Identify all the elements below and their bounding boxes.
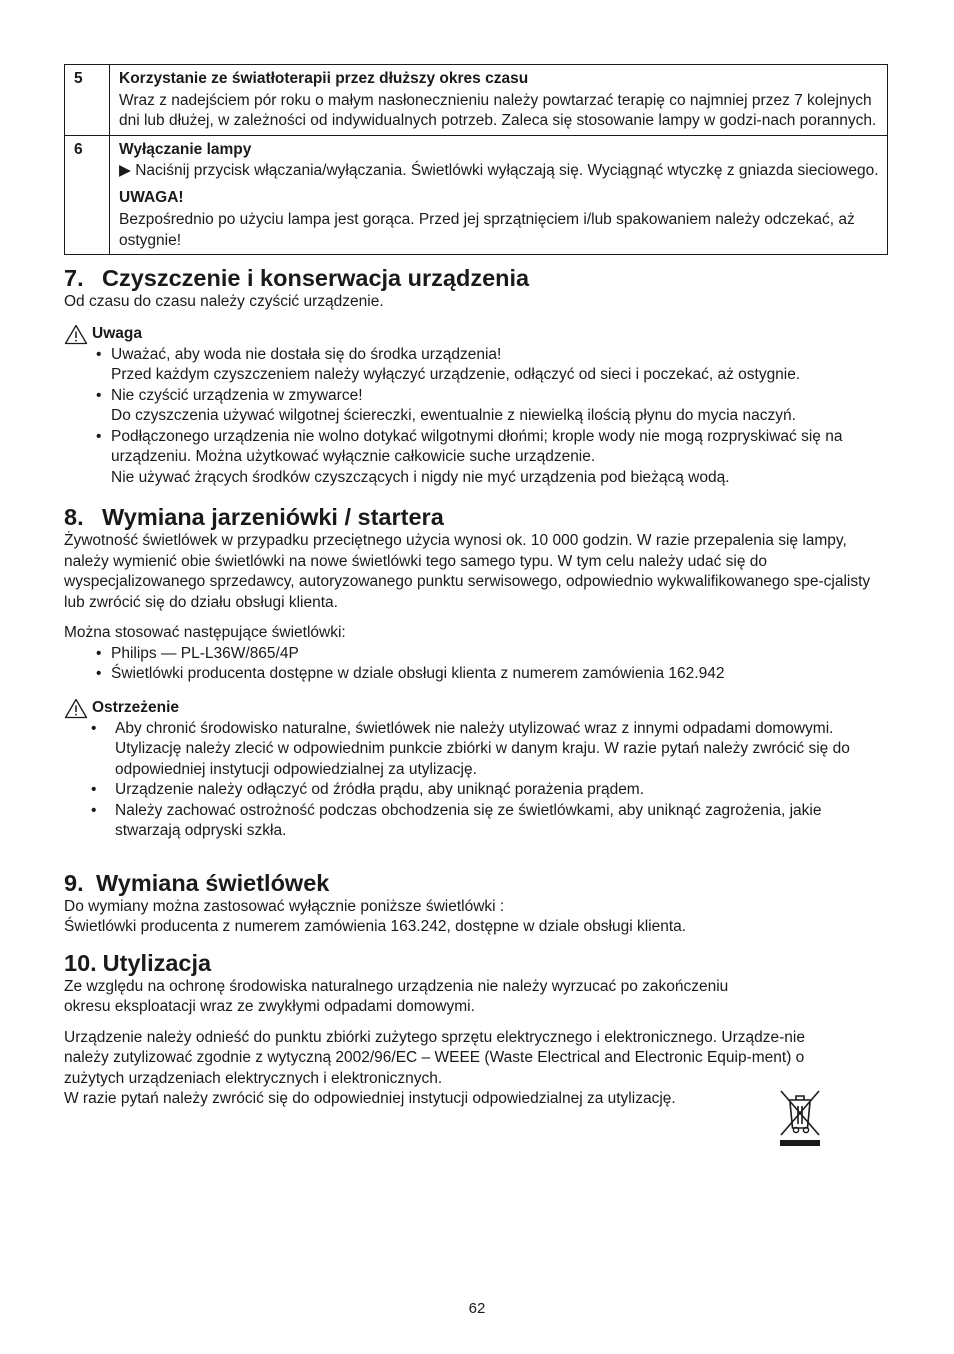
section-10-paragraph-2: Urządzenie należy odnieść do punktu zbiórki zużytego sprzętu elektrycznego i elektronicznego. Urządze-nie należy zutylizować zgodnie z wytyczną 2002/96/EC – WEEE (Waste Electrical and Electronic Equip-ment) o zużytych urządzeniach elektrycznych i elektronicznych. (64, 1028, 805, 1087)
table-row (65, 135, 888, 255)
warning-heading (64, 698, 888, 719)
section-10-heading (64, 949, 888, 977)
lamps-list (64, 644, 888, 685)
step-warning-text: Bezpośrednio po użyciu lampa jest gorąca. Przed jej sprzątnięciem i/lub spakowaniem należy odczekać, aż ostygnie! (119, 211, 855, 249)
list-item: • Należy zachować ostrożność podczas obchodzenia się ze świetlówkami, aby uniknąć zagrożenia, jakie stwarzają odpryski szkła. (64, 801, 888, 842)
section-9-heading (64, 869, 888, 897)
section-7-heading (64, 264, 888, 292)
warning-triangle-icon (64, 698, 88, 719)
warning-list (64, 719, 888, 842)
step-warning-title: UWAGA! (119, 188, 184, 206)
step-number: 6 (65, 135, 110, 255)
warning-triangle-icon (64, 324, 88, 345)
list-item: • Nie czyścić urządzenia w zmywarce! Do czyszczenia używać wilgotnej ściereczki, ewentualnie z niewielką ilością płynu do mycia naczyń. (64, 386, 888, 427)
step-content (110, 135, 888, 255)
step-content (110, 65, 888, 136)
page-number: 62 (468, 1300, 486, 1317)
warning-title: Ostrzeżenie (92, 698, 180, 716)
section-number: 8. (64, 504, 84, 530)
list-item: • Świetlówki producenta dostępne w dziale obsługi klienta z numerem zamówienia 162.942 (64, 664, 888, 685)
section-title: Utylizacja (102, 949, 212, 976)
page-content (64, 64, 888, 1110)
section-7-intro: Od czasu do czasu należy czyścić urządzenie. (64, 293, 384, 310)
step-title: Korzystanie ze światłoterapii przez dłuższy okres czasu (119, 70, 529, 87)
section-title: Wymiana jarzeniówki / startera (102, 504, 444, 530)
caution-title: Uwaga (92, 324, 142, 342)
section-10-paragraph-1: Ze względu na ochronę środowiska naturalnego urządzenia nie należy wyrzucać po zakończeniu okresu eksploatacji wraz ze zwykłymi odpadami domowymi. (64, 977, 729, 1015)
step-text: Wraz z nadejściem pór roku o małym nasłonecznieniu należy powtarzać terapię co najmniej przez 7 kolejnych dni lub dłużej, w zależności od indywidualnych potrzeb. Zaleca się stosowanie lampy w godzi-nach porannych. (119, 91, 877, 129)
section-number: 10. (64, 949, 97, 976)
list-item: • Philips — PL-L36W/865/4P (64, 644, 888, 665)
weee-crossed-bin-icon (776, 1086, 824, 1148)
list-item: • Podłączonego urządzenia nie wolno dotykać wilgotnymi dłońmi; krople wody nie mogą rozpryskiwać się na urządzeniu. Można użytkować wyłącznie całkowicie suche urządzenie. Nie używać żrących środków czyszczących i nigdy nie myć urządzenia pod bieżącą wodą. (64, 427, 888, 489)
step-text: ▶ Naciśnij przycisk włączania/wyłączania. Świetlówki wyłączają się. Wyciągnąć wtyczkę z gniazda sieciowego. (119, 162, 879, 179)
section-title: Czyszczenie i konserwacja urządzenia (102, 265, 530, 291)
section-10-paragraph-3: W razie pytań należy zwrócić się do odpowiedniej instytucji odpowiedzialnej za utylizację. (64, 1090, 676, 1107)
section-8-heading (64, 503, 888, 531)
list-item: • Urządzenie należy odłączyć od źródła prądu, aby uniknąć porażenia prądem. (64, 780, 888, 801)
caution-list (64, 345, 888, 489)
step-title: Wyłączanie lampy (119, 140, 252, 158)
step-number: 5 (65, 65, 110, 136)
section-8-paragraph: Żywotność świetlówek w przypadku przeciętnego użycia wynosi ok. 10 000 godzin. W razie przepalenia się lampy, należy wymienić obie świetlówki na nowe świetlówki tego samego typu. W tym celu należy udać się do wyspecjalizowanego sprzedawcy, autoryzowanego punktu serwisowego, odpowiednio wykwalifikowanego spe-cjalisty lub zwrócić się do działu obsługi klienta. (64, 532, 871, 611)
caution-heading (64, 324, 888, 345)
section-number: 9. (64, 869, 84, 896)
section-9-line-1: Do wymiany można zastosować wyłącznie poniższe świetlówki : (64, 897, 505, 915)
list-item: • Uważać, aby woda nie dostała się do środka urządzenia! Przed każdym czyszczeniem należy wyłączyć urządzenie, odłączyć od sieci i poczekać, aż ostygnie. (64, 345, 888, 386)
section-title: Wymiana świetlówek (96, 869, 330, 896)
list-item: • Aby chronić środowisko naturalne, świetlówek nie należy utylizować wraz z innymi odpadami domowymi. Utylizację należy zlecić w odpowiednim punkcie zbiórki w danym kraju. W razie pytań należy zwrócić się do odpowiedniej instytucji odpowiedzialnej za utylizację. (64, 719, 888, 781)
table-row (65, 65, 888, 136)
section-8-lamps-intro: Można stosować następujące świetlówki: (64, 624, 346, 641)
section-9-line-2: Świetlówki producenta z numerem zamówienia 163.242, dostępne w dziale obsługi klienta. (64, 918, 687, 935)
section-number: 7. (64, 265, 84, 291)
steps-table (64, 64, 888, 255)
